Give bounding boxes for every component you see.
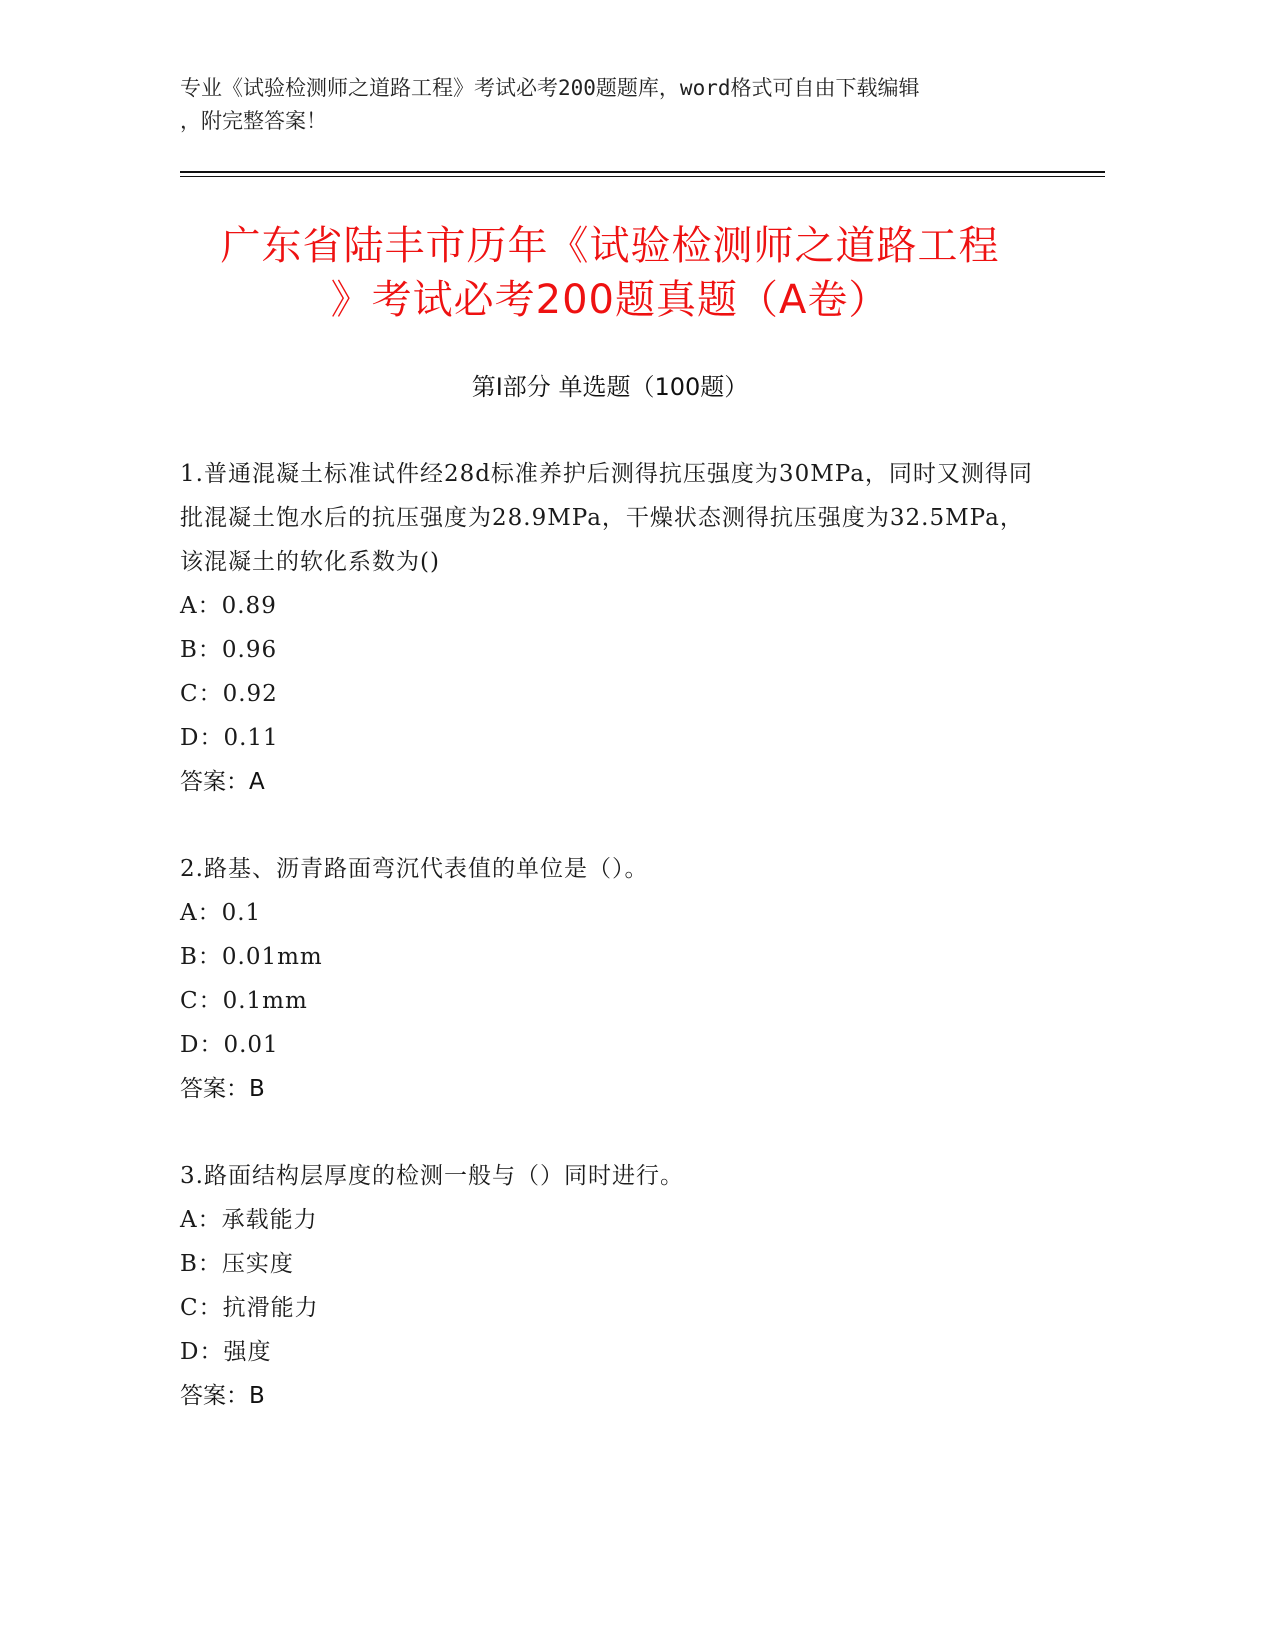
document-title xyxy=(180,219,1040,327)
header-note xyxy=(180,72,1040,138)
question-1 xyxy=(180,452,1040,804)
question-2 xyxy=(180,847,1040,1111)
option-d: D：强度 xyxy=(180,1339,272,1365)
option-c: C：0.92 xyxy=(180,681,278,707)
answer: 答案：B xyxy=(180,1076,265,1102)
question-stem: 2.路基、沥青路面弯沉代表值的单位是（）。 xyxy=(180,856,649,882)
document-title-line-1: 广东省陆丰市历年《试验检测师之道路工程 xyxy=(220,223,1000,269)
option-a: A：承载能力 xyxy=(180,1207,318,1233)
option-c: C：0.1mm xyxy=(180,988,308,1014)
header-divider-thin xyxy=(180,176,1105,177)
option-b: B：压实度 xyxy=(180,1251,294,1277)
header-note-line-2: ，附完整答案！ xyxy=(180,109,327,133)
header-divider-thick xyxy=(180,171,1105,173)
option-d: D：0.01 xyxy=(180,1032,279,1058)
option-a: A：0.89 xyxy=(180,593,277,619)
section-title: 第Ⅰ部分 单选题（100题） xyxy=(471,373,749,401)
answer: 答案：B xyxy=(180,1383,265,1409)
option-b: B：0.96 xyxy=(180,637,278,663)
question-stem: 1.普通混凝土标准试件经28d标准养护后测得抗压强度为30MPa，同时又测得同批混凝土饱水后的抗压强度为28.9MPa，干燥状态测得抗压强度为32.5MPa，该混凝土的软化系数为() xyxy=(180,461,1033,575)
option-c: C：抗滑能力 xyxy=(180,1295,319,1321)
answer: 答案：A xyxy=(180,769,265,795)
question-list xyxy=(180,452,1040,1461)
option-b: B：0.01mm xyxy=(180,944,323,970)
document-title-line-2: 》考试必考200题真题（A卷） xyxy=(330,277,890,323)
header-note-line-1: 专业《试验检测师之道路工程》考试必考200题题库，word格式可自由下载编辑 xyxy=(180,76,920,100)
question-stem: 3.路面结构层厚度的检测一般与（）同时进行。 xyxy=(180,1163,684,1189)
option-d: D：0.11 xyxy=(180,725,279,751)
option-a: A：0.1 xyxy=(180,900,262,926)
question-3 xyxy=(180,1154,1040,1418)
